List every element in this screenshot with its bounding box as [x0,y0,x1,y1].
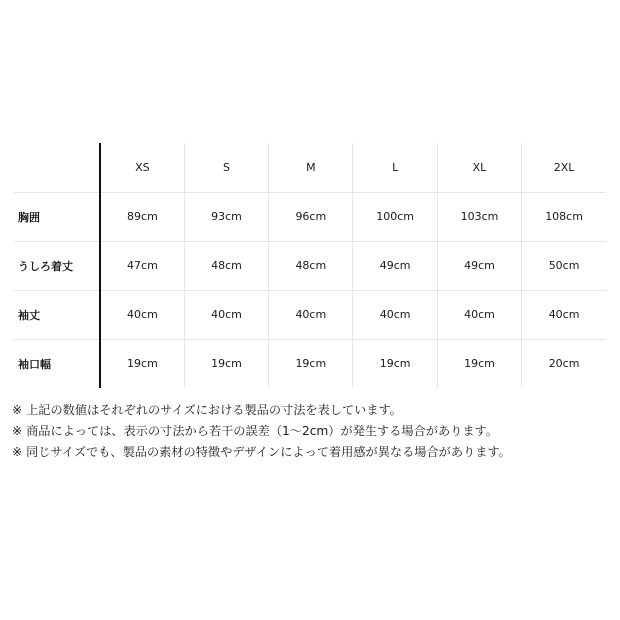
table-cell: 40cm [184,290,268,339]
table-row [14,290,606,339]
row-label-back-length: うしろ着丈 [14,241,100,290]
notes-section [12,400,616,463]
table-cell: 93cm [184,192,268,241]
table-cell: 19cm [437,339,521,388]
table-cell: 47cm [100,241,184,290]
table-cell: 49cm [437,241,521,290]
table-cell: 19cm [353,339,437,388]
table-cell: 48cm [269,241,353,290]
table-cell: 96cm [269,192,353,241]
size-header-l: L [353,143,437,192]
table-cell: 40cm [269,290,353,339]
table-cell: 108cm [522,192,606,241]
table-cell: 19cm [269,339,353,388]
size-header-2xl: 2XL [522,143,606,192]
size-chart-table [14,143,606,388]
note-measurement: ※ 上記の数値はそれぞれのサイズにおける製品の寸法を表しています。 [12,403,402,417]
table-cell: 40cm [522,290,606,339]
table-cell: 20cm [522,339,606,388]
table-cell: 40cm [437,290,521,339]
row-label-sleeve-length: 袖丈 [14,290,100,339]
note-fit-variance: ※ 同じサイズでも、製品の素材の特徴やデザインによって着用感が異なる場合があります。 [12,445,511,459]
table-cell: 49cm [353,241,437,290]
table-row [14,192,606,241]
header-corner-cell [14,143,100,192]
row-label-cuff-width: 袖口幅 [14,339,100,388]
table-cell: 19cm [100,339,184,388]
size-header-m: M [269,143,353,192]
size-header-xl: XL [437,143,521,192]
table-row [14,339,606,388]
table-cell: 40cm [353,290,437,339]
table-cell: 50cm [522,241,606,290]
table-cell: 103cm [437,192,521,241]
table-cell: 48cm [184,241,268,290]
table-cell: 89cm [100,192,184,241]
table-cell: 100cm [353,192,437,241]
table-cell: 40cm [100,290,184,339]
header-row [14,143,606,192]
size-header-xs: XS [100,143,184,192]
row-label-chest: 胸囲 [14,192,100,241]
size-header-s: S [184,143,268,192]
table-row [14,241,606,290]
table-cell: 19cm [184,339,268,388]
note-tolerance: ※ 商品によっては、表示の寸法から若干の誤差（1〜2cm）が発生する場合があります。 [12,424,498,438]
